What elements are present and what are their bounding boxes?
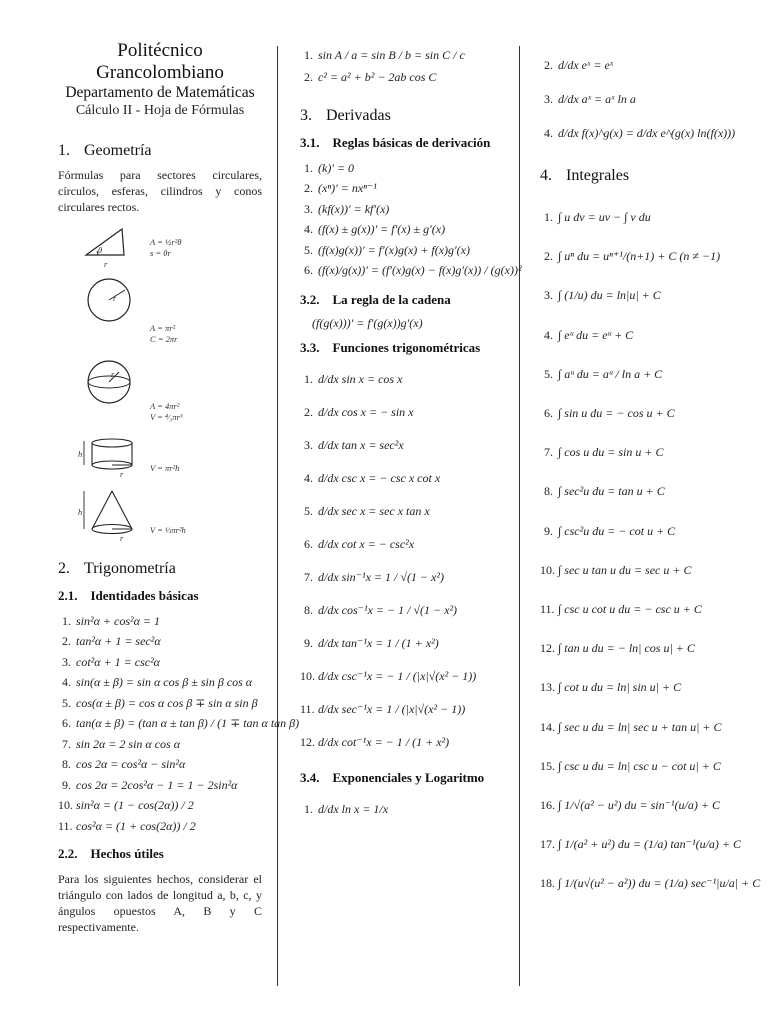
- institution-name: Politécnico Grancolombiano: [96, 40, 224, 83]
- column-divider: [519, 46, 520, 986]
- sector-arc-formula: s = θr: [150, 248, 171, 258]
- section-heading-geometria: [58, 141, 262, 161]
- formula-expression: sin²α + cos²α = 1: [76, 613, 160, 628]
- formula-item: [540, 668, 750, 707]
- formula-item: [540, 825, 750, 864]
- formula-item: [58, 652, 262, 673]
- section-title: Geometría: [84, 142, 152, 159]
- formula-number: 17.: [540, 837, 555, 852]
- formula-expression: (f(x)g(x))′ = f′(x)g(x) + f(x)g′(x): [318, 242, 470, 257]
- formula-item: [540, 276, 750, 315]
- document-header: [58, 40, 262, 119]
- formula-item: [300, 462, 506, 495]
- formula-item: [58, 734, 262, 755]
- formula-number: 2.: [544, 57, 553, 72]
- subsection-heading-identidades: [58, 587, 262, 605]
- formula-expression: cot²α + 1 = csc²α: [76, 654, 160, 669]
- formula-item: [540, 707, 750, 746]
- formula-number: 7.: [544, 445, 553, 460]
- formula-expression: d/dx sec⁻¹x = 1 / (|x|√(x² − 1)): [318, 702, 466, 716]
- formula-expression: d/dx sin⁻¹x = 1 / √(1 − x²): [318, 570, 444, 584]
- formula-item: [300, 396, 506, 429]
- formula-expression: ∫ cot u du = ln| sin u| + C: [558, 680, 682, 695]
- chain-rule-formula: (f(g(x)))′ = f′(g(x))g′(x): [312, 316, 423, 330]
- formula-expression: d/dx csc⁻¹x = − 1 / (|x|√(x² − 1)): [318, 669, 477, 683]
- formula-expression: d/dx cos⁻¹x = − 1 / √(1 − x²): [318, 603, 458, 617]
- subsection-heading-hechos: [58, 845, 262, 863]
- integrales-list: [540, 198, 761, 903]
- cone-h-label: h: [78, 507, 83, 517]
- section-number: 3.: [300, 107, 312, 124]
- formula-expression: ∫ uⁿ du = uⁿ⁺¹/(n+1) + C (n ≠ −1): [558, 249, 721, 264]
- subsection-number: 3.3.: [300, 340, 320, 355]
- formula-number: 2.: [62, 634, 71, 649]
- column-divider: [277, 46, 278, 986]
- subsection-title: Identidades básicas: [90, 588, 199, 603]
- formula-item: [540, 198, 750, 237]
- cone-r-label: r: [120, 533, 124, 543]
- formula-number: 1.: [544, 210, 553, 225]
- formula-item: [58, 693, 262, 714]
- formula-number: 5.: [304, 242, 313, 257]
- formula-item: [540, 512, 750, 551]
- formula-item: [540, 316, 750, 355]
- formula-item: [300, 44, 506, 66]
- formula-item: [300, 726, 506, 759]
- formula-number: 5.: [304, 504, 313, 518]
- formula-number: 12.: [300, 735, 315, 749]
- cylinder-volume-formula: V = πr²h: [150, 463, 180, 473]
- formula-expression: d/dx aˣ = aˣ ln a: [558, 91, 636, 106]
- cylinder-r-label: r: [120, 469, 124, 479]
- explog-list: [300, 795, 506, 823]
- formula-item: [540, 355, 750, 394]
- subsection-title: Hechos útiles: [90, 845, 164, 861]
- subsection-number: 3.2.: [300, 292, 320, 307]
- formula-number: 6.: [544, 406, 553, 421]
- formula-expression: d/dx tan⁻¹x = 1 / (1 + x²): [318, 636, 439, 650]
- formula-expression: ∫ tan u du = − ln| cos u| + C: [558, 641, 695, 656]
- formula-expression: ∫ u dv = uv − ∫ v du: [558, 210, 651, 225]
- formula-number: 8.: [544, 484, 553, 499]
- subsection-heading-explog: [300, 769, 506, 787]
- formula-number: 13.: [540, 680, 555, 695]
- cone-icon: [80, 487, 136, 537]
- formula-expression: cos 2α = 2cos²α − 1 = 1 − 2sin²α: [76, 777, 238, 792]
- formula-item: [540, 590, 750, 629]
- formula-number: 10.: [540, 562, 555, 577]
- formula-expression: tan(α ± β) = (tan α ± tan β) / (1 ∓ tan α tan β): [76, 716, 300, 731]
- circle-r-label: r: [113, 293, 117, 303]
- formula-number: 15.: [540, 758, 555, 773]
- formula-item: [540, 48, 750, 82]
- formula-item: [58, 632, 262, 653]
- formula-expression: sin 2α = 2 sin α cos α: [76, 736, 180, 751]
- formula-expression: (f(x)/g(x))′ = (f′(x)g(x) − f(x)g′(x)) / (g(x))²: [318, 263, 522, 278]
- formula-item: [540, 786, 750, 825]
- circle-circumference-formula: C = 2πr: [150, 334, 178, 344]
- circle-area-formula: A = πr²: [150, 323, 176, 333]
- formula-expression: d/dx cot⁻¹x = − 1 / (1 + x²): [318, 735, 450, 749]
- formula-expression: cos 2α = cos²α − sin²α: [76, 757, 186, 772]
- column-3: [540, 48, 761, 903]
- formula-item: [540, 629, 750, 668]
- section-title: Integrales: [566, 167, 630, 184]
- formula-expression: ∫ csc u du = ln| csc u − cot u| + C: [558, 758, 721, 773]
- formula-number: 2.: [304, 69, 313, 84]
- formula-number: 5.: [62, 695, 71, 710]
- formula-number: 16.: [540, 797, 555, 812]
- formula-item: [300, 795, 506, 823]
- formula-expression: d/dx tan x = sec²x: [318, 438, 404, 452]
- formula-item: [540, 472, 750, 511]
- formula-item: [540, 394, 750, 433]
- formula-number: 11.: [58, 818, 73, 833]
- formula-item: [300, 261, 522, 282]
- formula-expression: d/dx sec x = sec x tan x: [318, 504, 430, 518]
- sphere-volume-formula: V = ⁴⁄₃πr³: [150, 412, 183, 422]
- formula-number: 4.: [544, 327, 553, 342]
- geometria-intro: Fórmulas para sectores circulares, círculos, esferas, cilindros y conos circulares rectos.: [58, 168, 262, 214]
- formula-expression: d/dx cot x = − csc²x: [318, 537, 415, 551]
- column-2: [300, 44, 522, 823]
- formula-expression: cos(α ± β) = cos α cos β ∓ sin α sin β: [76, 695, 258, 710]
- subsection-number: 2.2.: [58, 845, 78, 861]
- formula-expression: ∫ sec²u du = tan u + C: [558, 484, 665, 499]
- subsection-title: Reglas básicas de derivación: [332, 135, 491, 150]
- formula-item: [300, 627, 506, 660]
- formula-number: 7.: [304, 570, 313, 584]
- formula-number: 1.: [304, 160, 313, 175]
- formula-item: [540, 82, 750, 116]
- formula-expression: ∫ csc²u du = − cot u + C: [558, 523, 676, 538]
- subsection-number: 3.1.: [300, 135, 320, 150]
- formula-number: 1.: [304, 47, 313, 62]
- formula-expression: d/dx sin x = cos x: [318, 372, 403, 386]
- formula-expression: (kf(x))′ = kf′(x): [318, 201, 390, 216]
- explog-list-continued: [540, 48, 750, 150]
- formula-expression: ∫ cos u du = sin u + C: [558, 445, 664, 460]
- formula-number: 12.: [540, 641, 555, 656]
- formula-item: [58, 714, 300, 735]
- formula-item: [300, 199, 506, 220]
- formula-number: 1.: [304, 372, 313, 386]
- formula-number: 18.: [540, 876, 555, 891]
- formula-number: 4.: [62, 675, 71, 690]
- subsection-number: 2.1.: [58, 588, 78, 603]
- formula-expression: sin(α ± β) = sin α cos β ± sin β cos α: [76, 675, 253, 690]
- formula-expression: ∫ aᵘ du = aᵘ / ln a + C: [558, 366, 663, 381]
- formula-expression: c² = a² + b² − 2ab cos C: [318, 69, 437, 84]
- sphere-icon: [86, 359, 132, 405]
- formula-expression: d/dx eˣ = eˣ: [558, 57, 614, 72]
- hechos-intro: Para los siguientes hechos, considerar el triángulo con lados de longitud a, b, c, y ángulos opuestos A, B y C respectivamente.: [58, 871, 262, 934]
- formula-number: 3.: [544, 288, 553, 303]
- section-number: 1.: [58, 142, 70, 159]
- formula-expression: ∫ sec u du = ln| sec u + tan u| + C: [558, 719, 722, 734]
- formula-number: 14.: [540, 719, 555, 734]
- formula-item: [540, 747, 750, 786]
- formula-expression: cos²α = (1 + cos(2α)) / 2: [76, 818, 196, 833]
- formula-expression: (f(x) ± g(x))′ = f′(x) ± g′(x): [318, 222, 446, 237]
- formula-item: [300, 660, 506, 693]
- formula-number: 10.: [58, 798, 73, 813]
- formula-item: [300, 66, 506, 88]
- formula-item: [540, 237, 750, 276]
- formula-number: 4.: [544, 125, 553, 140]
- formula-item: [300, 528, 506, 561]
- formula-item: [58, 673, 262, 694]
- geometry-figures: [58, 219, 262, 547]
- section-heading-integrales: [540, 166, 750, 186]
- formula-number: 8.: [62, 757, 71, 772]
- formula-item: [300, 363, 506, 396]
- section-title: Derivadas: [326, 107, 391, 124]
- formula-expression: d/dx f(x)^g(x) = d/dx e^(g(x) ln(f(x))): [558, 125, 736, 140]
- trig-derivatives-list: [300, 363, 506, 759]
- formula-expression: (xⁿ)′ = nxⁿ⁻¹: [318, 181, 377, 196]
- formula-item: [300, 240, 506, 261]
- formula-item: [58, 796, 262, 817]
- subsection-title: Funciones trigonométricas: [332, 340, 481, 355]
- formula-item: [58, 755, 262, 776]
- subsection-number: 3.4.: [300, 770, 320, 785]
- formula-number: 8.: [304, 603, 313, 617]
- formula-item: [300, 158, 506, 179]
- cylinder-icon: [80, 437, 136, 473]
- formula-number: 1.: [62, 613, 71, 628]
- sphere-area-formula: A = 4πr²: [150, 401, 180, 411]
- formula-expression: sin A / a = sin B / b = sin C / c: [318, 47, 465, 62]
- formula-expression: ∫ 1/(a² + u²) du = (1/a) tan⁻¹(u/a) + C: [558, 837, 742, 852]
- cylinder-h-label: h: [78, 449, 83, 459]
- formula-expression: d/dx cos x = − sin x: [318, 405, 414, 419]
- subsection-title: Exponenciales y Logaritmo: [332, 770, 485, 785]
- formula-expression: sin²α = (1 − cos(2α)) / 2: [76, 798, 194, 813]
- formula-number: 2.: [304, 405, 313, 419]
- formula-number: 11.: [540, 601, 555, 616]
- formula-item: [300, 693, 506, 726]
- formula-expression: ∫ 1/(u√(u² − a²)) du = (1/a) sec⁻¹|u/a| + C: [558, 876, 761, 891]
- formula-item: [540, 864, 761, 903]
- formula-expression: ∫ sec u tan u du = sec u + C: [558, 562, 692, 577]
- formula-item: [300, 429, 506, 462]
- formula-number: 6.: [304, 263, 313, 278]
- reglas-list: [300, 158, 522, 281]
- subsection-heading-trig: [300, 339, 506, 357]
- formula-number: 4.: [304, 222, 313, 237]
- document-subtitle: Cálculo II - Hoja de Fórmulas: [75, 103, 245, 118]
- formula-number: 11.: [300, 702, 315, 716]
- identidades-list: [58, 611, 300, 837]
- formula-number: 9.: [544, 523, 553, 538]
- sphere-r-label: r: [111, 369, 115, 379]
- formula-item: [58, 611, 262, 632]
- formula-item: [300, 594, 506, 627]
- circle-icon: [86, 277, 132, 323]
- formula-expression: ∫ csc u cot u du = − csc u + C: [558, 601, 702, 616]
- formula-number: 10.: [300, 669, 315, 683]
- section-heading-derivadas: [300, 106, 506, 126]
- formula-item: [540, 433, 750, 472]
- formula-expression: ∫ sin u du = − cos u + C: [558, 406, 675, 421]
- section-number: 4.: [540, 167, 552, 184]
- formula-expression: tan²α + 1 = sec²α: [76, 634, 161, 649]
- formula-expression: ∫ (1/u) du = ln|u| + C: [558, 288, 661, 303]
- section-number: 2.: [58, 560, 70, 577]
- formula-number: 4.: [304, 471, 313, 485]
- cone-volume-formula: V = ⅓πr²h: [150, 525, 186, 535]
- formula-number: 2.: [544, 249, 553, 264]
- formula-number: 6.: [304, 537, 313, 551]
- column-1: [58, 40, 300, 935]
- subsection-heading-cadena: [300, 291, 506, 309]
- sector-theta-label: θ: [98, 245, 103, 255]
- formula-number: 5.: [544, 366, 553, 381]
- formula-item: [58, 816, 262, 837]
- department-name: Departamento de Matemáticas: [65, 84, 255, 101]
- sector-area-formula: A = ½r²θ: [150, 237, 182, 247]
- formula-item: [58, 775, 262, 796]
- formula-number: 3.: [304, 201, 313, 216]
- formula-number: 1.: [304, 801, 313, 816]
- formula-expression: d/dx ln x = 1/x: [318, 801, 389, 816]
- section-title: Trigonometría: [84, 560, 176, 577]
- sector-icon: [84, 225, 128, 259]
- formula-expression: d/dx csc x = − csc x cot x: [318, 471, 441, 485]
- formula-number: 9.: [304, 636, 313, 650]
- formula-number: 9.: [62, 777, 71, 792]
- formula-item: [540, 551, 750, 590]
- subsection-title: La regla de la cadena: [332, 292, 451, 307]
- formula-item: [300, 179, 506, 200]
- formula-number: 3.: [304, 438, 313, 452]
- formula-number: 7.: [62, 736, 71, 751]
- formula-expression: (k)′ = 0: [318, 160, 355, 175]
- formula-item: [300, 495, 506, 528]
- formula-expression: ∫ eᵘ du = eᵘ + C: [558, 327, 634, 342]
- subsection-heading-reglas: [300, 134, 506, 152]
- formula-item: [300, 561, 506, 594]
- formula-item: [540, 116, 750, 150]
- formula-number: 6.: [62, 716, 71, 731]
- formula-item: [300, 220, 506, 241]
- sector-r-label: r: [104, 259, 108, 269]
- formula-number: 2.: [304, 181, 313, 196]
- formula-number: 3.: [62, 654, 71, 669]
- section-heading-trigonometria: [58, 559, 262, 579]
- hechos-list: [300, 44, 506, 88]
- formula-expression: ∫ 1/√(a² − u²) du = sin⁻¹(u/a) + C: [558, 797, 720, 812]
- formula-number: 3.: [544, 91, 553, 106]
